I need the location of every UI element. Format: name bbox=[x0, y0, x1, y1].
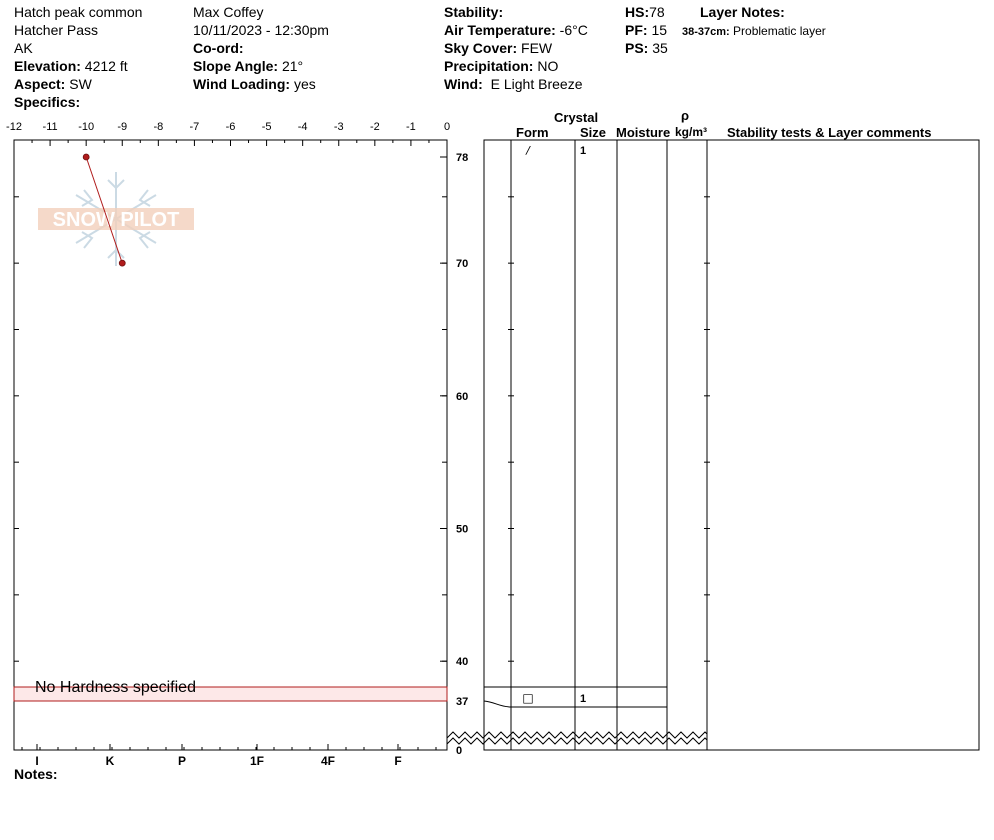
specifics-label: Specifics: bbox=[14, 94, 81, 110]
temperature-point bbox=[83, 154, 89, 160]
sky-value: FEW bbox=[521, 40, 553, 56]
wind-label: Wind: bbox=[444, 76, 483, 92]
depth-tick-label: 50 bbox=[456, 523, 469, 536]
temperature-point bbox=[119, 260, 125, 266]
elevation-label: Elevation: bbox=[14, 58, 81, 74]
temp-tick-label: -1 bbox=[406, 121, 416, 133]
aspect-label: Aspect: bbox=[14, 76, 66, 92]
surface-form-symbol: / bbox=[526, 144, 530, 157]
slope-value: 21° bbox=[281, 58, 304, 74]
no-hardness-label: No Hardness specified bbox=[35, 679, 196, 696]
hs-value: 78 bbox=[649, 4, 665, 20]
temp-tick-label: -5 bbox=[261, 121, 272, 133]
table-frame bbox=[484, 140, 979, 750]
aspect-value: SW bbox=[69, 76, 92, 92]
ps-value: 35 bbox=[652, 40, 668, 56]
temp-tick-label: -3 bbox=[333, 121, 344, 133]
depth-tick-label: 37 bbox=[456, 696, 469, 708]
plot-frame bbox=[14, 140, 447, 750]
hardness-tick-label: F bbox=[394, 754, 402, 768]
temp-tick-label: 0 bbox=[443, 121, 451, 133]
surface-size-value: 1 bbox=[580, 145, 587, 157]
temp-tick-label: -11 bbox=[42, 121, 58, 133]
sky-label: Sky Cover: bbox=[444, 40, 518, 56]
rho-header: ρ bbox=[681, 108, 690, 123]
temp-tick-label: -6 bbox=[225, 121, 236, 133]
hardness-tick-label: I bbox=[35, 754, 39, 768]
temp-tick-label: -9 bbox=[117, 121, 128, 133]
precip-label: Precipitation: bbox=[444, 58, 534, 74]
hardness-tick-label: 4F bbox=[320, 754, 336, 768]
wind-loading-label: Wind Loading: bbox=[193, 76, 291, 92]
pf-label: PF: bbox=[625, 22, 648, 38]
notes-label: Notes: bbox=[14, 766, 58, 782]
moisture-header: Moisture bbox=[616, 125, 671, 140]
wind-loading-value: yes bbox=[293, 76, 316, 92]
location-name: Hatch peak common bbox=[14, 4, 143, 20]
hardness-tick-label: 1F bbox=[249, 754, 265, 768]
logo-text: SNOW PILOT bbox=[52, 209, 180, 231]
ps-label: PS: bbox=[625, 40, 649, 56]
layer-note-range: 38-37cm: bbox=[682, 26, 730, 38]
depth-tick-label: 60 bbox=[456, 390, 469, 403]
hs-label: HS: bbox=[625, 4, 650, 20]
range-name: Hatcher Pass bbox=[14, 22, 99, 38]
depth-axis bbox=[14, 152, 710, 757]
state-name: AK bbox=[14, 40, 33, 56]
observation-datetime: 10/11/2023 - 12:30pm bbox=[193, 22, 329, 38]
elevation-value: 4212 ft bbox=[84, 58, 128, 74]
layer-form-symbol: □ bbox=[522, 691, 534, 705]
hardness-axis bbox=[22, 744, 436, 768]
temp-tick-label: -7 bbox=[189, 121, 200, 133]
hardness-tick-label: K bbox=[105, 754, 115, 768]
depth-tick-label: 0 bbox=[456, 745, 463, 757]
depth-tick-label: 70 bbox=[456, 258, 469, 271]
precip-value: NO bbox=[537, 58, 559, 74]
comments-header: Stability tests & Layer comments bbox=[727, 125, 932, 140]
air-temp-label: Air Temperature: bbox=[444, 22, 556, 38]
size-header: Size bbox=[580, 125, 607, 140]
coord-label: Co-ord: bbox=[193, 40, 244, 56]
temp-tick-label: -10 bbox=[78, 121, 95, 133]
density-unit-header: kg/m³ bbox=[675, 125, 708, 139]
table-column-lines bbox=[511, 140, 707, 750]
temp-tick-label: -4 bbox=[297, 121, 308, 133]
wind-value: E Light Breeze bbox=[490, 76, 583, 92]
hardness-tick-label: P bbox=[177, 754, 187, 768]
pf-value: 15 bbox=[651, 22, 668, 38]
temp-tick-label: -8 bbox=[153, 121, 164, 133]
crystal-header: Crystal bbox=[554, 110, 599, 125]
depth-tick-label: 40 bbox=[456, 656, 469, 669]
depth-tick-label: 78 bbox=[456, 152, 469, 164]
snowflake-logo-icon bbox=[38, 172, 194, 266]
temperature-axis bbox=[6, 121, 450, 146]
layer-notes-label: Layer Notes: bbox=[700, 4, 785, 20]
stability-label: Stability: bbox=[444, 4, 504, 20]
observer-name: Max Coffey bbox=[193, 4, 264, 20]
slope-label: Slope Angle: bbox=[193, 58, 279, 74]
axis-break-top bbox=[447, 732, 707, 738]
temp-tick-label: -2 bbox=[369, 121, 380, 133]
layer-size-value: 1 bbox=[580, 693, 587, 705]
form-header: Form bbox=[516, 125, 549, 140]
air-temp-value: -6°C bbox=[559, 22, 588, 38]
axis-break-bottom bbox=[447, 738, 707, 744]
layer-connector bbox=[484, 701, 511, 707]
temp-tick-label: -12 bbox=[6, 121, 22, 133]
layer-note-text: Problematic layer bbox=[733, 24, 826, 38]
